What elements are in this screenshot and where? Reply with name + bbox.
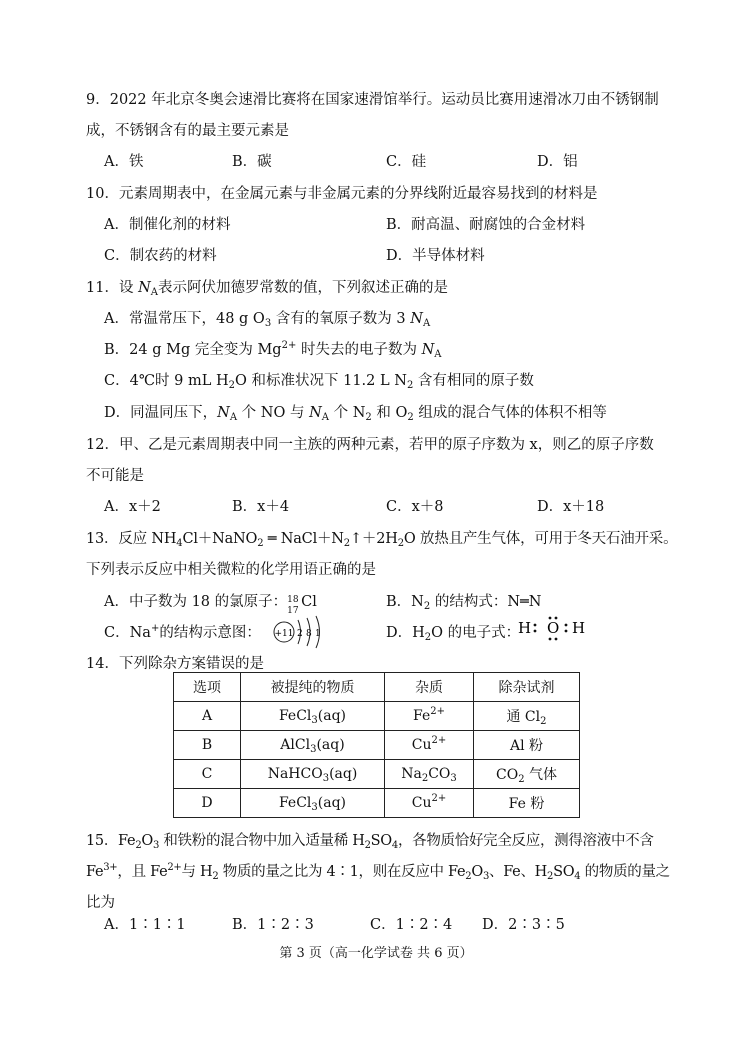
q13-option-d: D．$H_2O$ 的电子式： [386,625,521,643]
q15-option-b: B．1∶2∶3 [232,917,314,933]
q9-option-d: D．铝 [537,154,578,170]
q15-stem-line3: 比为 [86,895,115,911]
q15-option-a: A．1∶1∶1 [104,917,186,933]
impurity-removal-table [173,672,580,818]
q10-option-d: D．半导体材料 [386,248,485,264]
q12-option-b: B．x＋4 [232,499,290,515]
header-reagent: 除杂试剂 [474,673,580,702]
q9-stem-line2: 成，不锈钢含有的最主要元素是 [86,123,289,139]
table-header-row [174,673,580,702]
hydrogen-left: H [518,619,532,637]
q9-option-b: B．碳 [232,154,272,170]
table-row: C NaHCO$_3$(aq) $Na_2CO_3$ $CO_2$ 气体 [174,760,580,789]
q15-stem-line2: $Fe^{3+}$，且 $Fe^{2+}$与 $H_2$ 物质的量之比为 4∶1，则在反应中 $Fe_2O_3$、Fe、$H_2SO_4$ 的物质的量之 [86,862,670,882]
q12-option-a: A．x＋2 [104,499,161,515]
q10-option-b: B．耐高温、耐腐蚀的合金材料 [386,217,586,233]
q13-option-a: A．中子数为 18 的氯原子： 18 17 Cl [104,594,317,616]
oxygen: O [547,619,560,637]
q14-stem: 14．下列除杂方案错误的是 [86,656,264,672]
q12-option-d: D．x＋18 [537,499,605,515]
q13-stem-line2: 下列表示反应中相关微粒的化学用语正确的是 [86,562,376,578]
q10-option-a: A．制催化剂的材料 [104,217,231,233]
q12-option-c: C．x＋8 [386,499,444,515]
q11-option-d: D．同温同压下，$N_A$ 个 NO 与 $N_A$ 个 $N_2$ 和 $O_2$ 组成的混合气体的体积不相等 [104,405,607,423]
header-substance: 被提纯的物质 [241,673,385,702]
table-row: B AlCl$_3$(aq) $Cu^{2+}$ Al 粉 [174,731,580,760]
header-impurity: 杂质 [385,673,474,702]
q9-option-c: C．硅 [386,154,427,170]
q9-option-a: A．铁 [104,154,144,170]
q13-option-b: B．$N_2$ 的结构式：N═N [386,594,542,612]
shell-1-electrons: 2 [297,629,303,639]
q10-stem: 10．元素周期表中，在金属元素与非金属元素的分界线附近最容易找到的材料是 [86,186,598,202]
q11-option-c: C．4℃时 9 mL $H_2O$ 和标准状况下 11.2 L $N_2$ 含有相同的原子数 [104,373,534,391]
q10-option-c: C．制农药的材料 [104,248,217,264]
table-row: A FeCl$_3$(aq) $Fe^{2+}$ 通 $Cl_2$ [174,702,580,731]
q13-stem-line1: 13．反应 $NH_4Cl+NaNO_2$ ═ $NaCl+N_2↑+2H_2O$ 放热且产生气体，可用于冬天石油开采。 [86,531,678,549]
header-option: 选项 [174,673,241,702]
q15-option-c: C．1∶2∶4 [370,917,453,933]
q15-stem-line1: 15．$Fe_2O_3$ 和铁粉的混合物中加入适量稀 $H_2SO_4$，各物质恰好完全反应，测得溶液中不含 [86,833,654,851]
table-row: D FeCl$_3$(aq) $Cu^{2+}$ Fe 粉 [174,789,580,818]
q11-stem: 11．设 $N_A$表示阿伏加德罗常数的值，下列叙述正确的是 [86,280,448,298]
sodium-ion-structure-diagram [270,612,330,652]
q11-option-a: A．常温常压下，48 g $O_3$ 含有的氧原子数为 3 $N_A$ [104,311,431,329]
hydrogen-right: H [572,619,586,637]
chlorine-isotope: 18 17 [287,595,299,616]
q11-option-b: B．24 g Mg 完全变为 $Mg^{2+}$ 时失去的电子数为 $N_A$ [104,340,442,360]
q12-stem-line1: 12．甲、乙是元素周期表中同一主族的两种元素，若甲的原子序数为 x，则乙的原子序数 [86,437,654,453]
water-electron-dot-formula [516,612,596,642]
shell-3-electrons: 1 [315,629,321,639]
q15-option-d: D．2∶3∶5 [482,917,565,933]
nucleus-charge: +11 [274,629,294,639]
q12-stem-line2: 不可能是 [86,468,144,484]
q9-stem-line1: 9．2022 年北京冬奥会速滑比赛将在国家速滑馆举行。运动员比赛用速滑冰刀由不锈钢制 [86,92,659,108]
page-footer: 第 3 页（高一化学试卷 共 6 页） [279,946,473,961]
shell-2-electrons: 8 [306,629,312,639]
q13-option-c: C．Na+的结构示意图： [104,623,261,641]
